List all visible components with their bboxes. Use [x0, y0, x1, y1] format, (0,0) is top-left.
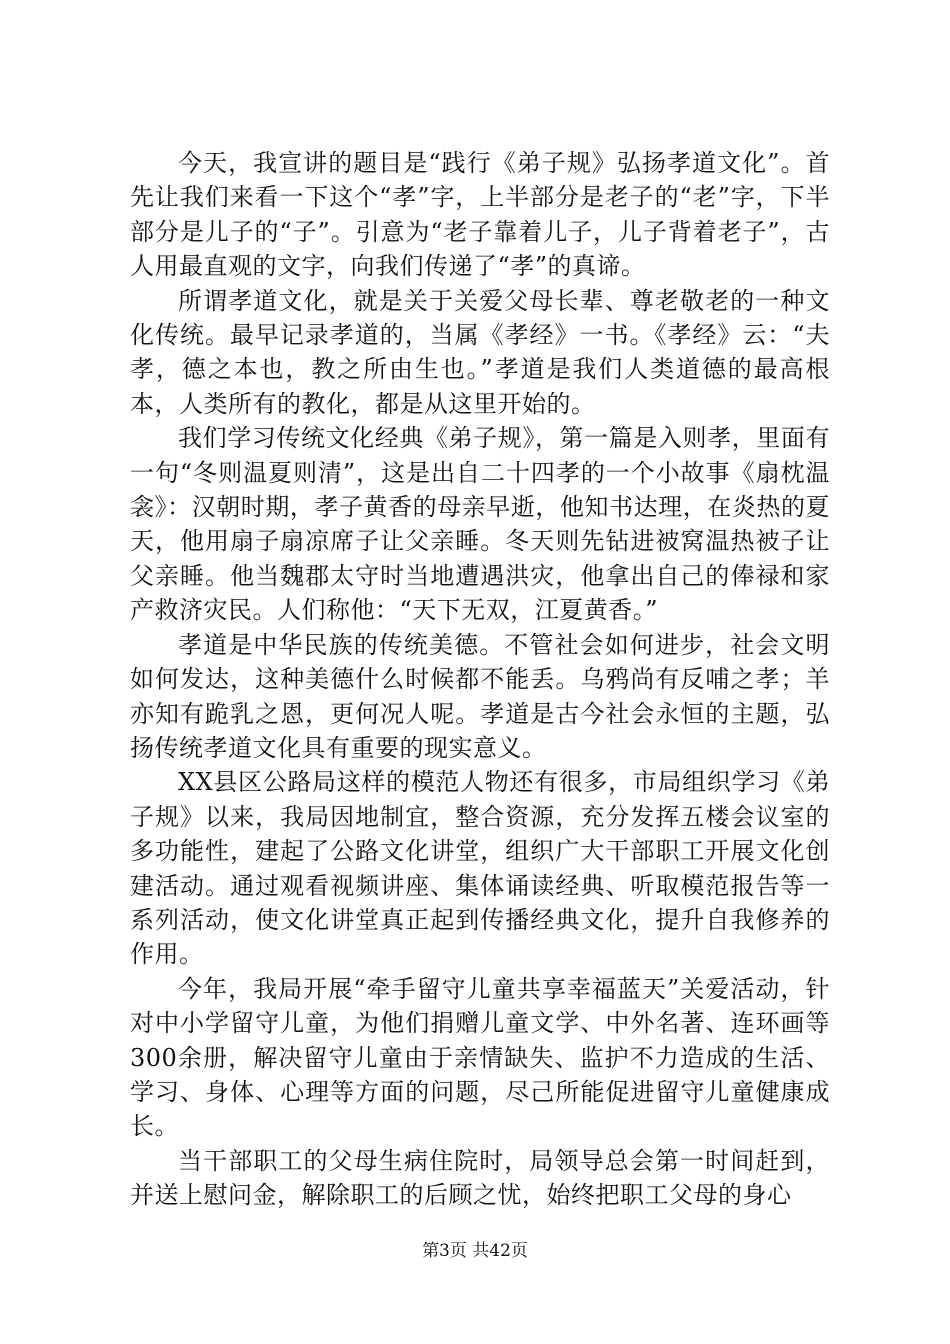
page-footer: 第3页 共42页	[422, 1241, 528, 1261]
paragraph: XX县区公路局这样的模范人物还有很多，市局组织学习《弟子规》以来，我局因地制宜，整合资源，充分发挥五楼会议室的多功能性，建起了公路文化讲堂，组织广大干部职工开展文化创建活动。通过观看视频讲座、集体诵读经典、听取模范报告等一系列活动，使文化讲堂真正起到传播经典文化，提升自我修养的作用。	[130, 768, 830, 969]
paragraph: 当干部职工的父母生病住院时，局领导总会第一时间赶到，并送上慰问金，解除职工的后顾之忧，始终把职工父母的身心	[130, 1146, 830, 1210]
paragraph: 孝道是中华民族的传统美德。不管社会如何进步，社会文明如何发达，这种美德什么时候都不能丢。乌鸦尚有反哺之孝；羊亦知有跪乳之恩，更何况人呢。孝道是古今社会永恒的主题，弘扬传统孝道文化具有重要的现实意义。	[130, 630, 830, 762]
paragraph: 我们学习传统文化经典《弟子规》，第一篇是入则孝，里面有一句“冬则温夏则清”，这是出自二十四孝的一个小故事《扇枕温衾》：汉朝时期，孝子黄香的母亲早逝，他知书达理，在炎热的夏天，他用扇子扇凉席子让父亲睡。冬天则先钻进被窝温热被子让父亲睡。他当魏郡太守时当地遭遇洪灾，他拿出自己的俸禄和家产救济灾民。人们称他：“天下无双，江夏黄香。”	[130, 424, 830, 625]
document-body	[130, 146, 830, 1213]
paragraph: 所谓孝道文化，就是关于关爱父母长辈、尊老敬老的一种文化传统。最早记录孝道的，当属《孝经》一书。《孝经》云：“夫孝，德之本也，教之所由生也。”孝道是我们人类道德的最高根本，人类所有的教化，都是从这里开始的。	[130, 286, 830, 418]
paragraph: 今天，我宣讲的题目是“践行《弟子规》弘扬孝道文化”。首先让我们来看一下这个“孝”字，上半部分是老子的“老”字，下半部分是儿子的“子”。引意为“老子靠着儿子，儿子背着老子”，古人用最直观的文字，向我们传递了“孝”的真谛。	[130, 149, 830, 281]
paragraph: 今年，我局开展“牵手留守儿童共享幸福蓝天”关爱活动，针对中小学留守儿童，为他们捐赠儿童文学、中外名著、连环画等300余册，解决留守儿童由于亲情缺失、监护不力造成的生活、学习、身体、心理等方面的问题，尽己所能促进留守儿童健康成长。	[130, 974, 830, 1141]
